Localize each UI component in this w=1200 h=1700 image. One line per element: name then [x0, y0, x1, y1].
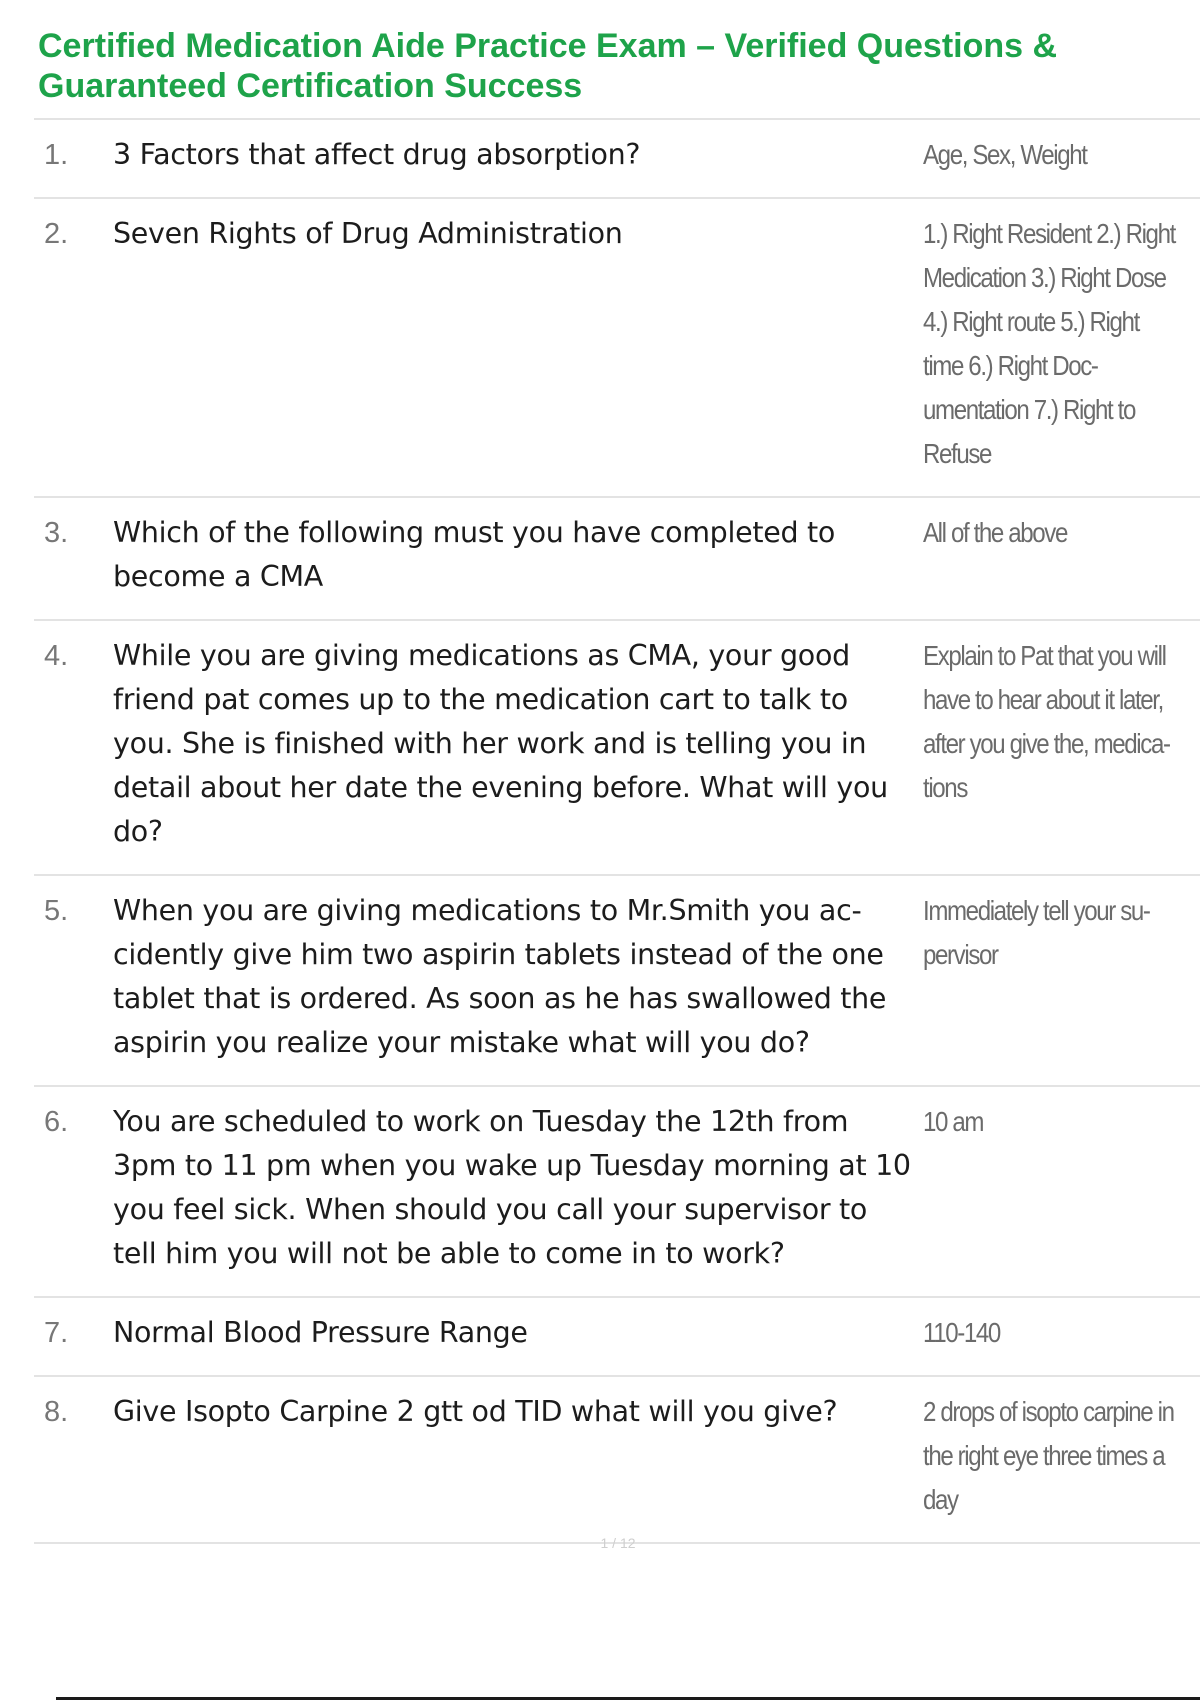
question-text: Which of the following must you have completed to become a CMA — [113, 516, 836, 593]
answer-text: All of the above — [923, 517, 1067, 548]
question-row — [34, 199, 1200, 498]
question-row — [34, 120, 1200, 199]
question-row — [34, 1087, 1200, 1298]
question-number: 8. — [44, 1396, 69, 1428]
page-indicator: 1 / 12 — [600, 1535, 636, 1551]
question-row — [34, 498, 1200, 621]
answer-text: Age, Sex, Weight — [923, 139, 1087, 170]
question-row — [34, 1377, 1200, 1544]
question-text: While you are giving medications as CMA, your good friend pat comes up to the medication cart to talk to you. She is finished with her work and is telling you in detail about her date the evening before. What will you do? — [113, 639, 888, 848]
question-row — [34, 621, 1200, 876]
answer-text: Immediately tell your su- pervisor — [923, 895, 1150, 970]
question-text: Give Isopto Carpine 2 gtt od TID what will you give? — [113, 1395, 838, 1428]
question-row — [34, 876, 1200, 1087]
question-text: Normal Blood Pressure Range — [113, 1316, 528, 1349]
answer-text: 10 am — [923, 1106, 984, 1137]
question-list — [34, 120, 1200, 1544]
answer-text: 2 drops of isopto carpine in the right eye three times a day — [923, 1396, 1174, 1515]
question-row — [34, 1298, 1200, 1377]
question-text: Seven Rights of Drug Administration — [113, 217, 623, 250]
answer-text: 1.) Right Resident 2.) Right Medication 3.) Right Dose 4.) Right route 5.) Right time 6.) Right Doc- umentation 7.) Right to Refuse — [923, 218, 1175, 469]
question-number: 2. — [44, 218, 69, 250]
answer-text: 110-140 — [923, 1317, 1000, 1348]
question-text: When you are giving medications to Mr.Smith you ac- cidently give him two aspirin tablets instead of the one tablet that is ordered. As soon as he has swallowed the aspirin you realize your mistake what will you do? — [113, 894, 887, 1059]
question-text: 3 Factors that affect drug absorption? — [113, 138, 641, 171]
question-text: You are scheduled to work on Tuesday the 12th from 3pm to 11 pm when you wake up Tuesday morning at 10 you feel sick. When should you call your supervisor to tell him you will not be able to come in to work? — [113, 1105, 911, 1270]
question-number: 7. — [44, 1317, 69, 1349]
question-number: 1. — [44, 139, 69, 171]
question-number: 3. — [44, 517, 69, 549]
question-number: 4. — [44, 640, 69, 672]
document-title: Certified Medication Aide Practice Exam – Verified Questions & Guaranteed Certification Success — [38, 27, 1058, 105]
question-number: 6. — [44, 1106, 69, 1138]
question-number: 5. — [44, 895, 69, 927]
answer-text: Explain to Pat that you will have to hear about it later, after you give the, medica- tions — [923, 640, 1170, 803]
